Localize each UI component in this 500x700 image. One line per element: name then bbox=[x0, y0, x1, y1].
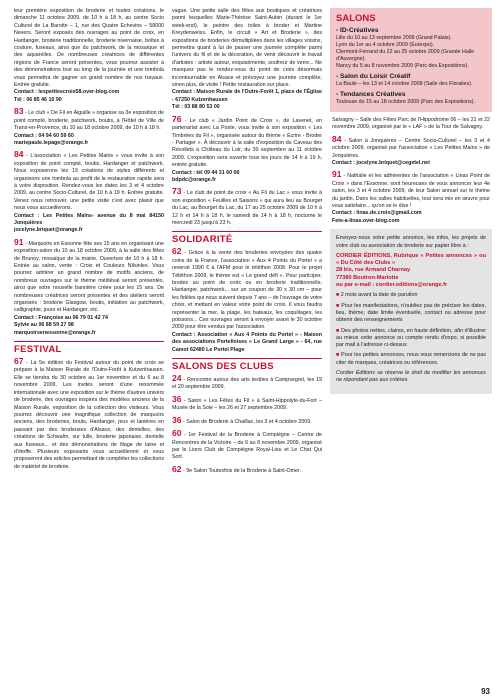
contact-link[interactable]: Contact : lespetitescroix58.over-blog.com bbox=[14, 89, 120, 96]
section-heading-solidarite: SOLIDARITÉ bbox=[172, 231, 322, 245]
list-item: vague. Une petite salle des fêtes aux boutiques et créatrices parmi lesquelles Marie-Thérèse Saint-Aubin (durant le 1er week-end), le peintre des toiles à broder et Martine Kreydenweiss. Enfin, le circuit « Art et Broderie », des expositions de broderies démultipliées dans les villages voisins, permettra quant à lui de passer une journée complète parmi l'univers du fil et de la décoration, de venir découvrir le travail d'artistes : artiste autour, exquisémente, soufreur de verre... Ne manquez pas le rendez-vous du point de croix désormais incontournable en Alsace et prévoyez une journée complète, sinon plus, de visite ! Petite restauration sur place. Contact : Maison Rurale de l'Outre-Forêt 1, place de l'Église - 67250 Kutzenhausen Tél : 03 88 80 53 00 bbox=[172, 8, 322, 111]
list-item: 67 - La 5e édition du Festival autour du point de croix se prépare à la Maison Rurale de l'Outre-Forêt à Kutzenhausen. Elle se tiendra du 30 octobre au 1er novembre et du 6 au 8 novembre 2009. Les invités seront d'une renommée internationale avec une exposition sur le thème d'autres univers de broderie, des ouvrages inspirés des modèles anciens de la Maison Rurale, exposition de la collection des visiteurs. Vous pourrez découvrir une magnifique collection de marquoirs anciens, des broderies, bouts, Hardanger, jeux et lanières en passant par des brodeuses d'Alsace, des dentelles, des créations de Schwalm, sur tulle, broderie japonaise, dentelle aux fuseaux... et des démonstrations de filage de laine et d'étoffe. Plusieurs exposants vous accueilleront et vous proposeront des articles permettant de compléter les collections de matériel de broderie. bbox=[14, 356, 164, 470]
department-number: 62 bbox=[172, 463, 182, 474]
salon-line: Lille du 10 au 13 septembre 2009 (Grand Palais). bbox=[336, 35, 452, 41]
list-item: 84 - L'association « Les Petites Mains » vous invite à son exposition de point compté, boutis, Hardanger et patchwork. Nous exposerons les 19 créations de styles différents et organisons une tombola au profit de la restauration rapide sera à votre disposition. Rendez-vous les dates les 3 et 4 octobre 2009, au centre Socio-Culturel, de 10 h à 19 h. Entrée gratuite. Venez nous retrouver, une petite visite c'est avec plaisir que nous vous accueillerons. Contact : Les Petites Mains- avenue du 8 mai 84150 Jonquières jocelyne.briquet@orange.fr bbox=[14, 149, 164, 234]
department-number: 60 bbox=[172, 428, 182, 439]
list-item: 91 - Marquoirs en Essonne fête ses 15 ans en organisant une exposition-salon du 10 au 18 octobre 2009, à la salle des fêtes de Brunoy, mosaïque de la mairie. Ouverture de 10 h à 18 h. Entrée au salon, vente : Croix et Couleurs Nilsinlex. Vous pourrez admirer un grand nombre de motifs anciens, de nombreux ouvrages sur le thème médiéval seront présentés, ainsi que votre nouvelle bannière créée pour les 15 ans. De nombreuses créatrices seront présentes et des ateliers seront organisés : broderie Glasgow, boutis, initiation au patchwork, calligraphie, jours et Hardanger, etc. Contact : Françoise au 06 79 01 42 74 Sylvie au 06 88 59 27 98 marquoirsenessonne@orange.fr bbox=[14, 236, 164, 336]
list-item: 76 - Le club « Jardin Point de Croix », de Lavenet, en partenariat avec La Poste, vous invite à son exposition « Les Timbrées du Fil », organisée autour du thème « Écrire - Broder - Partager ». À découvrir à la salle d'exposition du Caveau des Récollets à Château du Loir, du 30 septembre au 11 octobre 2009. L'exposition sera ouverte tous les jours de 14 h à 19 h, entrée gratuite. Contact : tél 09 44 31 60 06 bdpdc@orange.fr bbox=[172, 113, 322, 183]
bullet-icon: ■ bbox=[336, 327, 342, 334]
list-item: 84 - Salon à Jonquières – Centre Socio-Culturel – les 3 et 4 octobre 2009, organisé par l'association « Les Petites Mains » de Jonquières. Contact : jocelyne.briquet@cegetel.net bbox=[332, 133, 490, 167]
list-item: 91 - Nathalie et les adhérentes de l'association « Linas Point de Croix » dans l'Essonne, sont heureuses de vous annoncer leur 4e salon, les 3 et 4 octobre 2009, de leur Salon annuel sur le thème du jardin. Dans les salles habituelles, tout sera mis en œuvre pour vous satisfaire... qu'on se le dise ! Contact : linas.de.croix@gmail.com Fete-a-linas.over-blog.com bbox=[332, 169, 490, 224]
contact-phone: Sylvie au 06 88 59 27 98 bbox=[14, 322, 74, 329]
list-item: 24 - Rencontre autour des arts textiles à Campsegret, les 19 et 20 septembre 2009. bbox=[172, 373, 322, 391]
contact-address: Contact : Association « Aux 4 Points du Portel » - Maison des associations Portelloises « Le Grand Large » - 64, rue Camot 62480 Le Portel Plage bbox=[172, 331, 322, 353]
contact-phone: Contact : tél 09 44 31 60 06 bbox=[172, 169, 240, 176]
bullet-icon: ■ bbox=[336, 292, 341, 299]
contact-address: Contact : Les Petites Mains- avenue du 8 mai 84150 Jonquières bbox=[14, 212, 164, 226]
salon-line: Toulouse du 15 au 18 octobre 2009 (Parc des Expositions). bbox=[336, 99, 475, 105]
submission-rule: ■ Des photos nettes, claires, en haute définition, afin d'illustrer au mieux cette annonce ou compte rendu d'expo, si possible par mail à l'adresse ci-dessus bbox=[336, 327, 486, 349]
submission-rule: ■ Pour les manifestations, n'oubliez pas de préciser les dates, lieu, thème, date limite éventuelle, contact ou adresse pour obtenir des renseignements bbox=[336, 302, 487, 324]
contact-phone: Tél : 06 85 46 10 90 bbox=[14, 96, 62, 103]
salon-line: Nancy du 5 au 8 novembre 2009 (Parc des Expositions). bbox=[336, 63, 469, 69]
salon-line: Lyon du 1er au 4 octobre 2009 (Eurexpo). bbox=[336, 42, 435, 48]
list-item: 62 - Grâce à la vente des broderies envoyées des quatre coins de la France, l'association « Aux 4 Points du Portel » a reversé 1990 € à l'AFM pour le téléthon 2008. Pour le projet Téléthon 2009, le thème est « Le grand défi ». Pour participer, brodez au point de croix ou en broderie traditionnelle, Hardanger, patchwork... sur un coupon de 30 x 30 cm – pour les fidèles qui nous suivent depuis 7 ans – de l'ouvrage de votre choix, et mettant en valeur votre point de croix. Il vous faudra représenter la mer, la plage, les bateaux, les coquillages, les poissons... Ces ouvrages seront à envoyer avant le 30 octobre 2009 pour être vendus par l'association. Contact : Association « Aux 4 Points du Portel » - Maison des associations Portelloises « Le Grand Large » - 64, rue Camot 62480 Le Portel Plage bbox=[172, 246, 322, 353]
column-left bbox=[14, 8, 164, 475]
list-item: 36 - Salon « Les Fêtes du Fil » à Saint-Hippolyte-du-Fort – Musée de la Soie – les 26 et 27 septembre 2009. bbox=[172, 393, 322, 412]
submission-intro: Envoyez-nous votre petite annonce, les infos, les projets de votre club ou association de broderie sur papier libre à : bbox=[336, 235, 486, 249]
salon-line: La Baule – les 13 et 14 octobre 2009 (Salle des Floralies). bbox=[336, 81, 473, 87]
list-item: 62 - 9e Salon Toutesfois de la Broderie à Saint-Omer. bbox=[172, 463, 301, 474]
page-number: 93 bbox=[481, 687, 490, 696]
department-number: 84 bbox=[14, 149, 24, 160]
salon-entries bbox=[330, 112, 492, 225]
contact-email[interactable]: mariepaule.lepage@orange.fr bbox=[14, 139, 89, 146]
list-item: 60 - 1er Festival de la Broderie à Compiègne – Centre de Rencontres de la Victoire – du 6 au 8 novembre 2009, organisé par le Lions Club de Compiègne Royal-Lieu et Le Chat Qui Sort. bbox=[172, 428, 322, 461]
contact-phone: Contact : 04 94 60 59 60 bbox=[14, 132, 74, 139]
salons-box-title: SALONS bbox=[336, 13, 376, 24]
list-item: 83 - Le club « De Fil en Aiguille » organise sa 3e exposition de point compté, broderie, patchwork, boutis, à l'Hôtel de Ville de Trans-en-Provence, du 10 au 18 octobre 2009, de 10 h à 18 h. Contact : 04 94 60 59 60 mariepaule.lepage@orange.fr bbox=[14, 106, 164, 146]
department-number: 36 bbox=[172, 414, 182, 425]
submission-rule: ■ 2 mois avant la date de parution bbox=[336, 292, 418, 299]
section-heading-festival: FESTIVAL bbox=[14, 341, 164, 355]
contact-email[interactable]: Contact : jocelyne.briquet@cegetel.net bbox=[332, 160, 430, 167]
contact-phone: Tél : 03 88 80 53 00 bbox=[172, 104, 220, 111]
salon-heading: - ID-Créatives bbox=[336, 27, 379, 34]
department-number: 91 bbox=[14, 236, 24, 247]
department-number: 67 bbox=[14, 356, 24, 367]
list-item: leur première exposition de broderie et toutes créations, le dimanche 11 octobre 2009, de 10 h à 18 h, au centre Socio Culturel de La Barotte – 1, rue des Quatre Echevins – 58000 Nevers. Seront exposés des ouvrages au point de croix, en Hardanger, broderie traditionnelle, broderie nivernaise, boîtes à couture, fuseaux, ainsi que du patchwork, de la mosaïque et des aquarelles. De nombreuses créatrices de différentes régions de France seront présentes, vous pourrez assister à des démonstrations tout au long de la journée et une tombola vous permettra de gagner un grand nombre de nos travaux. Entrée gratuite. Contact : lespetitescroix58.over-blog.com Tél : 06 85 46 10 90 bbox=[14, 8, 164, 103]
bullet-icon: ■ bbox=[336, 302, 342, 309]
contact-email[interactable]: Contact : linas.de.croix@gmail.com bbox=[332, 210, 422, 217]
list-item: Salvagny – Salle des Fêtes Parc de l'Hippodrome 06 – les 21 et 22 novembre 2009, organisé par le « LAF » de la Tour de Salvagny. bbox=[332, 117, 490, 131]
department-number: 73 bbox=[172, 186, 182, 197]
section-heading-salons-clubs: SALONS DES CLUBS bbox=[172, 358, 322, 372]
department-number: 36 bbox=[172, 393, 182, 404]
submission-address: CORDIER ÉDITIONS, Rubrique « Petites annonces » ou « Du Côté des Clubs » 28 bis, rue Armand Charnay 77380 Boutron-Marlotte ou par e-mail : cordier.editions@orange.fr bbox=[336, 252, 486, 289]
salon-line: Clermont-Ferrand du 22 au 25 octobre 2009 (Grande Halle d'Auvergne). bbox=[336, 49, 475, 62]
salons-box bbox=[330, 8, 492, 112]
submission-rule: ■ Pour les petites annonces, nous vous remercions de ne pas citer de marques, créatrices ou références. bbox=[336, 352, 486, 366]
column-right bbox=[330, 8, 492, 688]
magazine-page bbox=[14, 8, 492, 688]
department-number: 91 bbox=[332, 169, 342, 180]
salon-heading: - Salon du Loisir Créatif bbox=[336, 73, 411, 80]
department-number: 84 bbox=[332, 133, 342, 144]
list-item: 36 - Salon de Broderie à Chaillac, les 3 et 4 octobre 2009. bbox=[172, 414, 312, 425]
contact-email[interactable]: jocelyne.briquet@orange.fr bbox=[14, 227, 83, 234]
list-item: 73 - Le club de point de croix « Au Fil du Lac » vous invite à son exposition « Feuilles et Saisons » qui aura lieu au Bourget du Lac, au Bourget du Lac, du 17 au 25 octobre 2009 de 10 h à 12 h et 14 h à 18 h, le samedi de 14 h à 18 h, nocturne le mercredi 23 jusqu'à 23 h. bbox=[172, 186, 322, 226]
submission-box bbox=[330, 229, 492, 393]
department-number: 76 bbox=[172, 113, 182, 124]
contact-email[interactable]: ou par e-mail : cordier.editions@orange.fr bbox=[336, 282, 448, 289]
salon-heading: - Tendances Créatives bbox=[336, 91, 406, 98]
department-number: 62 bbox=[172, 246, 182, 257]
submission-note: Cordier Éditions se réserve le droit de modifier les annonces ne répondant pas aux critères. bbox=[336, 370, 486, 384]
bullet-icon: ■ bbox=[336, 352, 342, 359]
department-number: 24 bbox=[172, 373, 182, 384]
column-middle bbox=[172, 8, 322, 479]
department-number: 83 bbox=[14, 106, 24, 117]
contact-email[interactable]: bdpdc@orange.fr bbox=[172, 176, 217, 183]
contact-phone: Contact : Françoise au 06 79 01 42 74 bbox=[14, 314, 108, 321]
contact-email[interactable]: marquoirsenessonne@orange.fr bbox=[14, 329, 96, 336]
contact-address: Contact : Maison Rurale de l'Outre-Forêt 1, place de l'Église - 67250 Kutzenhausen bbox=[172, 89, 322, 103]
contact-link[interactable]: Fete-a-linas.over-blog.com bbox=[332, 217, 400, 224]
